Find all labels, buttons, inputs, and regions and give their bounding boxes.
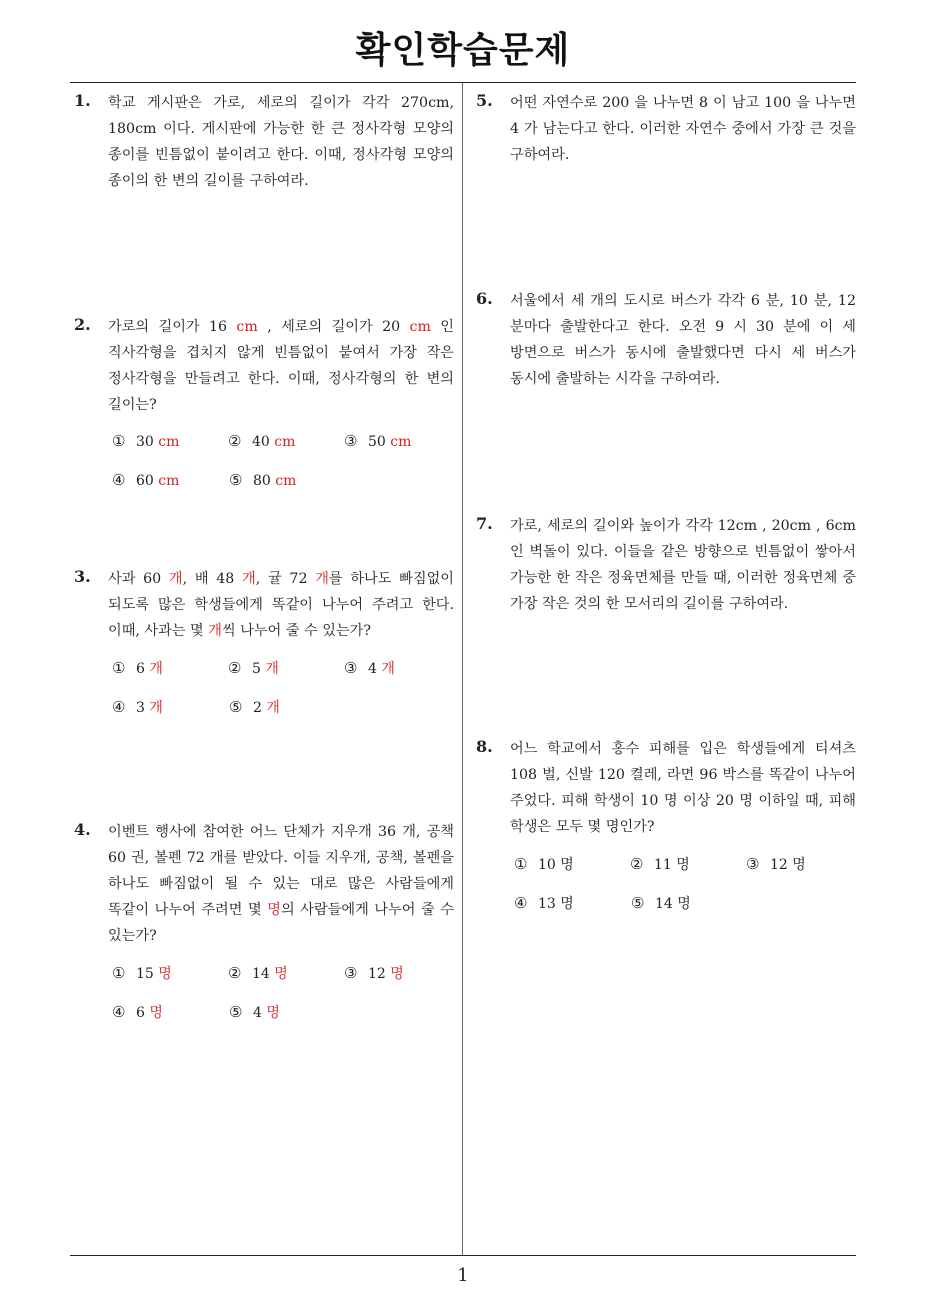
top-rule <box>70 82 856 83</box>
question-number: 6. <box>476 289 493 308</box>
unit-highlight: 개 <box>208 623 222 639</box>
question-number: 7. <box>476 514 493 533</box>
unit-highlight: cm <box>409 319 431 335</box>
answer-choices <box>112 432 460 510</box>
text-segment: 서울에서 세 개의 도시로 버스가 각각 6 분, 10 분, 12 분마다 출발한다고 한다. 오전 9 시 30 분에 이 세 방면으로 버스가 동시에 출발했다면 다시 세 버스가 동시에 출발하는 시각을 구하여라. <box>510 293 856 387</box>
choice-marker: ⑤ <box>631 894 645 912</box>
answer-choice[interactable] <box>514 893 631 932</box>
choice-unit: 명 <box>792 857 806 873</box>
page-number: 1 <box>457 1265 469 1286</box>
answer-choice[interactable] <box>229 697 346 736</box>
text-segment: 사과 60 <box>108 571 169 587</box>
answer-choice[interactable] <box>631 893 748 932</box>
text-segment: 어떤 자연수로 200 을 나누면 8 이 남고 100 을 나누면 4 가 남는다고 한다. 이러한 자연수 중에서 가장 큰 것을 구하여라. <box>510 95 856 163</box>
answer-choice[interactable] <box>746 854 862 893</box>
question-text <box>108 566 454 644</box>
text-segment: 의 사람들에게 나누어 줄 수 있는가? <box>108 902 455 944</box>
choice-unit: 명 <box>677 896 691 912</box>
choice-row <box>112 471 460 510</box>
question-number: 5. <box>476 91 493 110</box>
choice-value: 13 <box>538 896 556 912</box>
question-text <box>108 819 454 949</box>
answer-choice[interactable] <box>630 854 746 893</box>
choice-value: 4 <box>253 1005 262 1021</box>
question-5 <box>476 90 856 168</box>
choice-row <box>112 1002 460 1041</box>
question-text <box>108 314 454 418</box>
choice-unit: 개 <box>266 700 280 716</box>
choice-unit: cm <box>158 473 180 489</box>
choice-marker: ① <box>112 964 126 982</box>
answer-choice[interactable] <box>112 963 228 1002</box>
text-segment: 인 직사각형을 겹치지 않게 빈틈없이 붙여서 가장 작은 정사각형을 만들려고 한다. 이때, 정사각형의 한 변의 길이는? <box>108 319 455 413</box>
choice-value: 60 <box>136 473 154 489</box>
answer-choice[interactable] <box>112 1002 229 1041</box>
question-number: 1. <box>74 91 91 110</box>
answer-choice[interactable] <box>228 432 344 471</box>
choice-row <box>514 854 862 893</box>
question-7 <box>476 513 856 617</box>
question-1 <box>74 90 454 194</box>
choice-value: 4 <box>368 661 377 677</box>
answer-choice[interactable] <box>112 697 229 736</box>
choice-unit: 명 <box>158 966 172 982</box>
choice-value: 12 <box>770 857 788 873</box>
text-segment: 를 하나도 빠짐없이 되도록 많은 학생들에게 똑같이 나누어 주려고 한다. 이때, 사과는 몇 <box>108 571 454 639</box>
choice-value: 5 <box>252 661 261 677</box>
choice-marker: ② <box>630 855 644 873</box>
choice-value: 80 <box>253 473 271 489</box>
text-segment: , 귤 72 <box>255 571 316 587</box>
choice-marker: ② <box>228 964 242 982</box>
answer-choice[interactable] <box>229 1002 346 1041</box>
question-6 <box>476 288 856 392</box>
answer-choice[interactable] <box>344 658 460 697</box>
choice-marker: ③ <box>344 659 358 677</box>
question-number: 3. <box>74 567 91 586</box>
unit-highlight: cm <box>236 319 258 335</box>
choice-value: 12 <box>368 966 386 982</box>
answer-choices <box>112 658 460 736</box>
choice-marker: ③ <box>746 855 760 873</box>
choice-marker: ④ <box>514 894 528 912</box>
question-text <box>510 513 856 617</box>
choice-unit: 명 <box>149 1005 163 1021</box>
choice-marker: ④ <box>112 698 126 716</box>
text-segment: 가로의 길이가 16 <box>108 319 237 335</box>
choice-unit: 개 <box>381 661 395 677</box>
choice-unit: cm <box>158 434 180 450</box>
choice-unit: cm <box>274 434 296 450</box>
answer-choices <box>112 963 460 1041</box>
choice-row <box>112 697 460 736</box>
text-segment: , 배 48 <box>182 571 243 587</box>
question-3 <box>74 566 454 736</box>
answer-choice[interactable] <box>228 658 344 697</box>
answer-choice[interactable] <box>112 432 228 471</box>
choice-unit: 명 <box>274 966 288 982</box>
text-segment: 씩 나누어 줄 수 있는가? <box>222 623 371 639</box>
choice-value: 15 <box>136 966 154 982</box>
choice-unit: 개 <box>149 661 163 677</box>
question-2 <box>74 314 454 510</box>
choice-value: 3 <box>136 700 145 716</box>
choice-marker: ③ <box>344 432 358 450</box>
question-4 <box>74 819 454 1041</box>
choice-marker: ④ <box>112 471 126 489</box>
choice-unit: 개 <box>149 700 163 716</box>
unit-highlight: 개 <box>242 571 256 587</box>
choice-value: 40 <box>252 434 270 450</box>
choice-unit: 명 <box>560 857 574 873</box>
answer-choice[interactable] <box>112 658 228 697</box>
bottom-rule <box>70 1255 856 1256</box>
answer-choices <box>514 854 862 932</box>
answer-choice[interactable] <box>344 432 460 471</box>
question-text <box>510 736 856 840</box>
choice-value: 6 <box>136 661 145 677</box>
question-text <box>510 90 856 168</box>
choice-value: 14 <box>252 966 270 982</box>
question-text <box>510 288 856 392</box>
choice-unit: 명 <box>390 966 404 982</box>
text-segment: 학교 게시판은 가로, 세로의 길이가 각각 270cm, 180cm 이다. 게시판에 가능한 한 큰 정사각형 모양의 종이를 빈틈없이 붙이려고 한다. 이때, 정사각형 모양의 종이의 한 변의 길이를 구하여라. <box>108 95 454 189</box>
question-number: 8. <box>476 737 493 756</box>
choice-row <box>112 658 460 697</box>
choice-row <box>112 432 460 471</box>
choice-row <box>514 893 862 932</box>
choice-unit: 개 <box>265 661 279 677</box>
unit-highlight: 개 <box>168 571 183 587</box>
text-segment: 어느 학교에서 홍수 피해를 입은 학생들에게 티셔츠 108 벌, 신발 120 켤레, 라면 96 박스를 똑같이 나누어 주었다. 피해 학생이 10 명 이상 20 명 이하일 때, 피해 학생은 모두 몇 명인가? <box>510 741 856 835</box>
choice-marker: ⑤ <box>229 698 243 716</box>
choice-marker: ① <box>112 659 126 677</box>
page-title: 확인학습문제 <box>355 30 571 71</box>
choice-marker: ① <box>514 855 528 873</box>
choice-unit: cm <box>275 473 297 489</box>
question-8 <box>476 736 856 932</box>
text-segment: , 세로의 길이가 20 <box>257 319 410 335</box>
answer-choice[interactable] <box>112 471 229 510</box>
choice-value: 11 <box>654 857 672 873</box>
choice-row <box>112 963 460 1002</box>
choice-marker: ⑤ <box>229 1003 243 1021</box>
answer-choice[interactable] <box>344 963 460 1002</box>
text-segment: 이벤트 행사에 참여한 어느 단체가 지우개 36 개, 공책 60 권, 볼펜 72 개를 받았다. 이들 지우개, 공책, 볼펜을 하나도 빠짐없이 될 수 있는 대로 많은 사람들에게 똑같이 나누어 주려면 몇 <box>108 824 454 918</box>
question-text <box>108 90 454 194</box>
choice-unit: 명 <box>266 1005 280 1021</box>
unit-highlight: 명 <box>267 902 282 918</box>
question-number: 4. <box>74 820 91 839</box>
choice-value: 50 <box>368 434 386 450</box>
choice-marker: ③ <box>344 964 358 982</box>
answer-choice[interactable] <box>228 963 344 1002</box>
choice-marker: ② <box>228 659 242 677</box>
choice-marker: ① <box>112 432 126 450</box>
choice-unit: 명 <box>676 857 690 873</box>
choice-value: 14 <box>655 896 673 912</box>
choice-unit: 명 <box>560 896 574 912</box>
choice-value: 6 <box>136 1005 145 1021</box>
answer-choice[interactable] <box>229 471 346 510</box>
choice-marker: ② <box>228 432 242 450</box>
choice-value: 2 <box>253 700 262 716</box>
unit-highlight: 개 <box>315 571 329 587</box>
choice-marker: ⑤ <box>229 471 243 489</box>
column-divider <box>462 83 463 1255</box>
answer-choice[interactable] <box>514 854 630 893</box>
choice-value: 10 <box>538 857 556 873</box>
text-segment: 가로, 세로의 길이와 높이가 각각 12cm , 20cm , 6cm 인 벽돌이 있다. 이들을 같은 방향으로 빈틈없이 쌓아서 가능한 한 작은 정육면체를 만들 때, 이러한 정육면체 중 가장 작은 것의 한 모서리의 길이를 구하여라. <box>510 518 856 612</box>
choice-marker: ④ <box>112 1003 126 1021</box>
choice-value: 30 <box>136 434 154 450</box>
choice-unit: cm <box>390 434 412 450</box>
question-number: 2. <box>74 315 91 334</box>
